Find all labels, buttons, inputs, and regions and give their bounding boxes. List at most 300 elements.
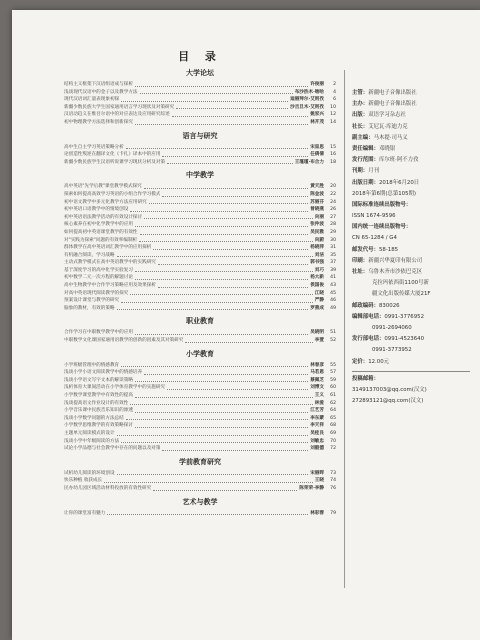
entry-page: 20: [330, 184, 336, 190]
entry-author: 王晓: [314, 478, 324, 484]
entry-title: 现代汉语词汇量表现象初探: [64, 97, 120, 103]
entry-page: 22: [330, 191, 336, 197]
entry-author: 吴桂良: [310, 430, 324, 436]
entry-title: 脑象的教材，有效的策略: [64, 305, 115, 311]
info-line: [352, 289, 477, 300]
info-line: [352, 374, 477, 385]
info-line: [352, 144, 477, 155]
leader-dots: [130, 404, 312, 405]
entry-author: 陈金波: [310, 191, 324, 197]
info-line: [352, 122, 477, 133]
entry-author: 郭书强: [310, 260, 324, 266]
entry-title: 合作学习在中职数学教学中的应用: [64, 330, 133, 336]
entry-page: 10: [330, 104, 336, 110]
entry-title: 高中英语"先学后教"课堂教学模式探究: [64, 184, 142, 190]
toc-entry: [64, 407, 336, 415]
section-heading: 大学论坛: [186, 69, 214, 77]
entry-title: 汉语动趋义在维吾尔语中的对应表达及应用研究综述: [64, 112, 170, 118]
entry-page: 46: [330, 298, 336, 304]
info-value: 克拉玛依西街1100号新: [372, 280, 429, 287]
toc-entry: [64, 267, 336, 275]
leader-dots: [135, 412, 308, 413]
entry-author: 吴晓明: [310, 330, 324, 336]
leader-dots: [153, 490, 297, 491]
toc-entry: [64, 485, 336, 493]
toc-entry: [64, 199, 336, 207]
leader-dots: [135, 279, 308, 280]
entry-author: 陈荣荣·李静: [299, 485, 324, 491]
entry-page: 70: [330, 438, 336, 444]
info-line: [352, 267, 477, 278]
info-separator: [352, 371, 470, 372]
entry-page: 14: [330, 119, 336, 125]
entry-author: 吴民雅: [310, 229, 324, 235]
entry-page: 61: [330, 393, 336, 398]
info-line: [352, 233, 477, 244]
leader-dots: [121, 366, 308, 367]
entry-page: 31: [330, 245, 336, 251]
leader-dots: [135, 226, 308, 227]
entry-author: 李东蒙: [310, 415, 324, 421]
info-line: [352, 200, 477, 211]
entry-title: 快乐种植 收获成长: [64, 478, 103, 484]
entry-author: 刘毅德: [310, 446, 324, 452]
leader-dots: [149, 203, 309, 204]
entry-page: 2: [333, 82, 336, 87]
info-value: 2018年6月20日: [378, 179, 420, 186]
toc-section: [64, 349, 336, 453]
toc-section: [64, 170, 336, 312]
entry-author: 李天祥: [310, 423, 324, 429]
leader-dots: [162, 156, 308, 157]
info-line: [352, 396, 477, 407]
entry-page: 30: [330, 237, 336, 243]
entry-author: 江艺芳: [310, 408, 324, 414]
toc-title: 目 录: [178, 50, 222, 63]
leader-dots: [162, 196, 308, 197]
info-line: [352, 256, 477, 267]
info-line: [352, 155, 477, 166]
entry-title: 小学音乐课中民族音乐知识的渗透: [64, 408, 133, 414]
entry-page: 24: [330, 199, 336, 205]
entry-page: 45: [330, 290, 336, 296]
entry-page: 26: [330, 207, 336, 213]
leader-dots: [135, 427, 308, 428]
toc-entry: [64, 206, 336, 214]
toc-entry: [64, 151, 336, 159]
toc-entry: [64, 415, 336, 423]
toc-entry: [64, 244, 336, 252]
entry-author: 宋丽晖: [310, 470, 324, 476]
info-value: 新疆电子音像出版社: [368, 90, 417, 96]
info-key: 发行范围：: [352, 157, 379, 164]
entry-author: 侯国俊: [310, 283, 324, 289]
info-key: 主办：: [352, 101, 369, 108]
info-line: [352, 211, 477, 222]
entry-author: 曾晓燕: [310, 207, 324, 213]
entry-author: 张仲波: [310, 222, 324, 228]
info-value: 830026: [378, 302, 400, 309]
entry-author: 王瑾瑾·布合力: [294, 159, 324, 165]
entry-title: 对"实践为探索"问题的有效率编制析: [64, 237, 138, 243]
leader-dots: [121, 101, 288, 102]
toc-entry: [64, 377, 336, 385]
info-key: 邮政编码：: [352, 302, 379, 309]
entry-author: 向蔚: [314, 237, 324, 243]
toc-entry: [64, 392, 336, 400]
info-key: 社址：: [352, 269, 369, 275]
toc-section: [64, 131, 336, 167]
entry-page: 55: [330, 362, 336, 368]
info-value: 12.00元: [368, 358, 390, 365]
entry-page: 15: [330, 144, 336, 150]
entry-title: 试析幼儿阅读的环境创设: [64, 470, 115, 476]
info-key: 国际标准连续出版物号：: [352, 201, 412, 208]
entry-page: 73: [330, 470, 336, 476]
leader-dots: [144, 188, 308, 189]
info-line: [352, 88, 477, 99]
section-heading: 学前教育研究: [179, 457, 221, 466]
info-line: [352, 334, 477, 345]
entry-page: 51: [330, 330, 336, 336]
toc-entry: [64, 89, 336, 97]
entry-title: 新疆少数民族学生汉语听说课学习现状分析及对策: [64, 159, 166, 165]
toc-entry: [64, 104, 336, 112]
info-line: [352, 312, 477, 323]
entry-author: 林爱: [314, 400, 324, 406]
info-value: 邓晓银: [378, 145, 396, 152]
entry-title: 结构主义框架下汉语组语成与探析: [64, 82, 133, 87]
toc-section: [64, 68, 336, 127]
info-line: [352, 166, 477, 177]
info-line: [352, 245, 477, 256]
info-key: 印刷：: [352, 257, 369, 264]
leader-dots: [153, 249, 308, 250]
toc-entry: [64, 191, 336, 199]
info-value: 0991-4523640: [384, 336, 425, 343]
leader-dots: [158, 287, 308, 288]
toc-entry: [64, 237, 336, 245]
toc-section: [64, 497, 336, 518]
info-value: 3149137003@qq.com(汉文): [352, 386, 427, 393]
toc-entry: [64, 259, 336, 267]
toc-entry: [64, 400, 336, 408]
entry-title: 群体教学在高中英语词汇教学中的应用探析: [64, 245, 152, 251]
toc-entry: [64, 111, 336, 119]
toc-entry: [64, 290, 336, 298]
toc-entry: [64, 144, 336, 152]
leader-dots: [117, 474, 309, 475]
leader-dots: [117, 256, 313, 257]
entry-page: 6: [333, 97, 336, 103]
leader-dots: [135, 381, 308, 382]
leader-dots: [135, 397, 313, 398]
entry-author: 刘博文: [310, 385, 324, 391]
leader-dots: [126, 419, 308, 420]
magazine-page: [12, 10, 480, 640]
leader-dots: [185, 342, 312, 343]
entry-author: 迪丽拜尔·艾则孜: [290, 97, 324, 103]
entry-title: 中职数学文化课国家通用语教学的创新的因素及其对策研究: [64, 338, 184, 344]
toc-entry: [64, 470, 336, 478]
entry-page: 4: [333, 89, 336, 95]
info-value: 58-185: [378, 246, 399, 253]
entry-title: 浅谈小学语文写字文本的解读策略: [64, 377, 133, 383]
publication-info: [352, 88, 477, 407]
leader-dots: [130, 211, 308, 212]
toc-entry: [64, 369, 336, 377]
entry-page: 52: [330, 338, 336, 344]
entry-title: 主题单元阅读模式的设计: [64, 430, 115, 436]
section-heading: 艺术与教学: [182, 497, 218, 506]
leader-dots: [121, 442, 308, 443]
entry-title: 让你的课堂富有魅力: [64, 510, 106, 516]
section-heading: 职业教育: [186, 317, 214, 326]
entry-page: 37: [330, 260, 336, 266]
entry-title: 初中语文教学中多元化教学方法应用研究: [64, 199, 147, 205]
toc-entry: [64, 96, 336, 104]
entry-title: 论创造性叛逆在翻译文化《卡扎》译本中的应用: [64, 152, 161, 158]
entry-author: 江晓: [314, 290, 324, 296]
toc-entry: [64, 430, 336, 438]
leader-dots: [121, 302, 313, 303]
entry-page: 28: [330, 222, 336, 228]
info-value: 艾尼瓦·库迪力克: [368, 123, 408, 130]
toc-entry: [64, 445, 336, 453]
info-key: 编辑部电话：: [352, 313, 385, 320]
entry-page: 18: [330, 159, 336, 165]
entry-page: 68: [330, 423, 336, 429]
leader-dots: [104, 482, 313, 483]
info-key: 副主编：: [352, 134, 374, 141]
entry-author: 林春彦: [310, 362, 324, 368]
leader-dots: [139, 241, 313, 242]
entry-title: 新疆少数民族大学生国家通用语言学习现状及对策研究: [64, 104, 175, 110]
entry-author: 姚家兴: [310, 112, 324, 118]
info-value: 月刊: [368, 168, 379, 175]
toc-entry: [64, 229, 336, 237]
leader-dots: [126, 148, 308, 149]
toc-entry: [64, 252, 336, 260]
info-line: [352, 99, 477, 110]
info-value: 新疆电子音像出版社: [368, 101, 417, 108]
entry-author: 严静: [314, 298, 324, 304]
entry-page: 49: [330, 305, 336, 311]
entry-page: 69: [330, 430, 336, 436]
entry-title: 如何提高初中英语课堂教学的有效性: [64, 229, 138, 235]
info-line: [352, 278, 477, 289]
entry-title: 浅谈小学小语文阅读教学中的情感培养: [64, 370, 143, 376]
entry-author: 李萱: [314, 338, 324, 344]
toc-entry: [64, 422, 336, 430]
entry-author: 刘巧: [314, 267, 324, 273]
entry-title: 有机融合阅读，学习战略: [64, 252, 115, 258]
entry-title: 核心素养在初中化学教学中的应用: [64, 222, 133, 228]
info-line: [352, 189, 477, 200]
entry-author: 罗燕成: [310, 305, 324, 311]
leader-dots: [140, 234, 309, 235]
info-key: 刊期：: [352, 168, 369, 175]
info-line: [352, 345, 477, 356]
entry-page: 62: [330, 400, 336, 406]
toc-entry: [64, 274, 336, 282]
entry-title: 初中英语口语教学中的情境创设: [64, 207, 129, 213]
toc-entry: [64, 297, 336, 305]
entry-page: 41: [330, 275, 336, 281]
entry-page: 76: [330, 485, 336, 491]
info-line: [352, 133, 477, 144]
section-heading: 小学教育: [186, 349, 214, 358]
entry-page: 79: [330, 510, 336, 516]
entry-title: 初中数学二元一次方程的解题讨论: [64, 275, 133, 281]
leader-dots: [167, 389, 308, 390]
info-key: 发行部电话：: [352, 336, 385, 343]
entry-author: 杨晓萍: [310, 245, 324, 251]
entry-title: 初中物理教学方法选择和创新探究: [64, 119, 133, 125]
entry-title: 小学数学思维教学的有效策略探讨: [64, 423, 133, 429]
entry-author: 宋显思: [310, 144, 324, 150]
leader-dots: [117, 309, 309, 310]
entry-page: 39: [330, 267, 336, 273]
entry-title: 高中生自主学习英语策略分析: [64, 144, 124, 150]
entry-author: 向丽: [314, 214, 324, 220]
leader-dots: [158, 264, 308, 265]
entry-author: 王义: [314, 393, 324, 398]
leader-dots: [144, 218, 313, 219]
toc-entry: [64, 305, 336, 313]
leader-dots: [176, 108, 288, 109]
entry-page: 43: [330, 283, 336, 289]
entry-page: 29: [330, 229, 336, 235]
info-line: [352, 222, 477, 233]
info-value: 0991-2694060: [372, 324, 412, 331]
entry-title: 浅谈小学数学问题的方法总结: [64, 415, 124, 421]
entry-page: 35: [330, 252, 336, 258]
entry-page: 64: [330, 408, 336, 414]
toc-entry: [64, 214, 336, 222]
toc-entry: [64, 81, 336, 89]
toc-entry: [64, 159, 336, 167]
entry-title: 主动式教学模式在高中英语教学中的实践研究: [64, 260, 156, 266]
entry-title: 初中英语语法教学活动的有效设计探讨: [64, 214, 143, 220]
entry-author: 刘洁: [314, 252, 324, 258]
info-line: [352, 385, 477, 396]
info-key: 国内统一连续出版物号：: [352, 224, 412, 231]
leader-dots: [135, 124, 308, 125]
info-line: [352, 301, 477, 312]
info-value: CN 65-1284 / G4: [352, 235, 397, 242]
info-value: 272893121@qq.com(汉文): [352, 398, 424, 405]
toc-entry: [64, 477, 336, 485]
entry-title: 民办幼儿园区域活动材料投放的有效性研究: [64, 485, 152, 491]
entry-page: 16: [330, 152, 336, 158]
table-of-contents: [64, 48, 336, 517]
info-line: [352, 178, 477, 189]
info-key: 出版：: [352, 112, 369, 119]
toc-entry: [64, 329, 336, 337]
entry-author: 许俊丽: [310, 82, 324, 87]
entry-page: 65: [330, 415, 336, 421]
entry-title: 小学数学课堂教学中有效性的提高: [64, 393, 133, 398]
entry-title: 高中生物教学中合作学习策略应用及效果探析: [64, 283, 156, 289]
info-value: 马木提·司马义: [373, 134, 408, 141]
info-value: 双语学习杂志社: [368, 112, 406, 119]
section-heading: 语言与研究: [182, 131, 218, 140]
leader-dots: [135, 86, 308, 87]
info-line: [352, 357, 477, 368]
entry-author: 林彩蓉: [310, 510, 324, 516]
info-value: 疆文化出版传媒大厦21F: [372, 291, 431, 298]
toc-entry: [64, 362, 336, 370]
info-value: ISSN 1674-9596: [352, 213, 396, 220]
toc-sections: [64, 68, 336, 517]
entry-title: 浅谈现代汉语中的金子以及教学方法: [64, 89, 138, 95]
entry-author: 林开茂: [310, 119, 324, 125]
entry-page: 27: [330, 214, 336, 220]
info-value: 库尔班·阿不力孜: [378, 157, 419, 164]
toc-entry: [64, 221, 336, 229]
toc-entry: [64, 282, 336, 290]
entry-author: 苏丽芬: [310, 199, 324, 205]
leader-dots: [135, 334, 308, 335]
entry-title: 浅谈小学中年级阅读的方法: [64, 438, 120, 444]
info-value: 0991-3773952: [372, 347, 412, 354]
leader-dots: [107, 514, 308, 515]
toc-entry: [64, 438, 336, 446]
toc-entry: [64, 384, 336, 392]
toc-entry: [64, 337, 336, 345]
info-key: 出版日期：: [352, 179, 379, 186]
toc-section: [64, 457, 336, 493]
info-value: 2018年第6期(总第105期): [352, 190, 416, 197]
entry-author: 任倩倩: [310, 152, 324, 158]
column-divider: [344, 70, 345, 588]
leader-dots: [167, 163, 293, 164]
entry-author: 黄天胜: [310, 184, 324, 190]
info-key: 邮发代号：: [352, 246, 379, 253]
info-key: 定价：: [352, 358, 369, 365]
entry-author: 沙吉旦木·艾则孜: [290, 104, 324, 110]
info-value: 0991-3776952: [384, 313, 425, 320]
leader-dots: [117, 435, 309, 436]
info-key: 社长：: [352, 123, 369, 130]
entry-author: 布沙热木·喀哈: [294, 89, 324, 95]
toc-entry: [64, 510, 336, 518]
entry-title: 浅析体育大课间活动在小学体育教学中的实施研究: [64, 385, 166, 391]
info-value: 乌鲁木齐市沙依巴克区: [368, 269, 423, 275]
info-key: 责任编辑：: [352, 145, 379, 152]
entry-title: 探索如何提高高效学习英语的小组合作学习模式: [64, 191, 161, 197]
toc-entry: [64, 183, 336, 191]
leader-dots: [135, 271, 313, 272]
info-value: 新疆兴华夏印有限公司: [368, 257, 423, 264]
entry-title: 小学班级管理中的情感教育: [64, 362, 120, 368]
entry-author: 蔡佩芝: [310, 377, 324, 383]
entry-page: 60: [330, 385, 336, 391]
entry-title: 预案设计课堂与教学的研究: [64, 298, 120, 304]
entry-page: 57: [330, 370, 336, 376]
leader-dots: [162, 450, 308, 451]
info-key: 主管：: [352, 90, 369, 96]
entry-title: 浅谈提高语文作业设计的有效性: [64, 400, 129, 406]
leader-dots: [130, 294, 312, 295]
toc-entry: [64, 119, 336, 127]
entry-page: 12: [330, 112, 336, 118]
info-line: [352, 110, 477, 121]
leader-dots: [140, 93, 293, 94]
entry-author: 刘敏忠: [310, 438, 324, 444]
entry-title: 对高中英语现代阅读教学的探究: [64, 290, 129, 296]
